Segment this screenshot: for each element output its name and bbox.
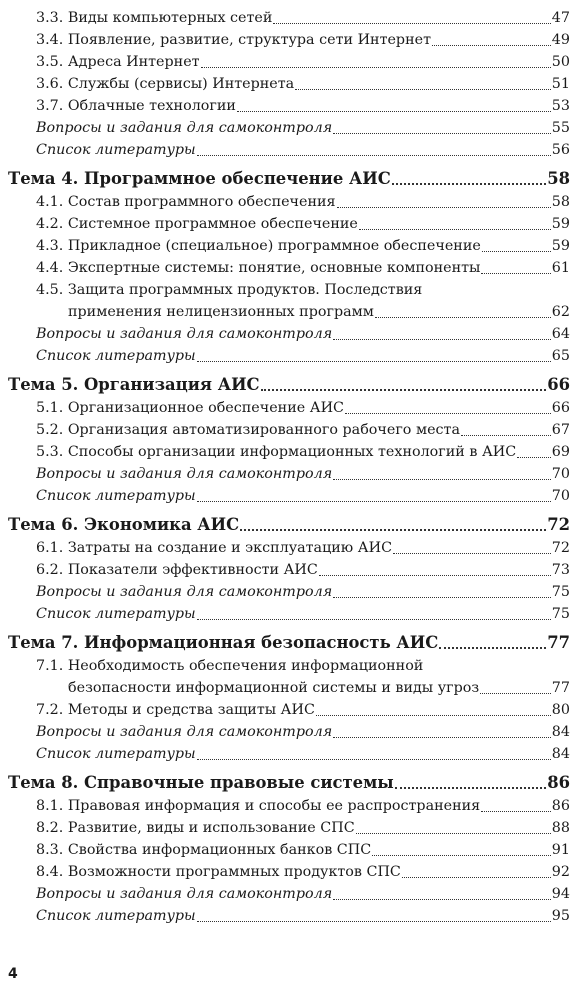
- toc-page-number: 62: [551, 304, 570, 320]
- dot-leader: [333, 339, 551, 340]
- toc-page-number: 70: [551, 466, 570, 482]
- toc-page-number: 65: [551, 348, 570, 364]
- table-of-contents: [8, 7, 570, 927]
- dot-leader: [375, 317, 551, 318]
- toc-entry: [8, 743, 570, 765]
- dot-leader: [372, 855, 551, 856]
- toc-entry-label: Вопросы и задания для самоконтроля: [36, 120, 333, 136]
- toc-page-number: 66: [551, 400, 570, 416]
- dot-leader: [237, 111, 551, 112]
- toc-entry: [8, 817, 570, 839]
- toc-page-number: 70: [551, 488, 570, 504]
- toc-page-number: 51: [551, 76, 570, 92]
- toc-entry: [8, 581, 570, 603]
- dot-leader: [319, 575, 551, 576]
- dot-leader: [197, 759, 551, 760]
- toc-entry: [8, 257, 570, 279]
- toc-entry-label: Вопросы и задания для самоконтроля: [36, 724, 333, 740]
- dot-leader: [481, 811, 551, 812]
- toc-entry: [8, 883, 570, 905]
- toc-chapter-heading: [8, 631, 570, 655]
- toc-entry: [8, 905, 570, 927]
- dot-leader: [197, 155, 551, 156]
- toc-page-number: 61: [551, 260, 570, 276]
- dot-leader: [333, 597, 551, 598]
- toc-entry-label: 8.3. Свойства информационных банков СПС: [36, 842, 372, 858]
- toc-entry-label: 6.2. Показатели эффективности АИС: [36, 562, 318, 578]
- dot-leader: [461, 435, 551, 436]
- toc-entry: [8, 345, 570, 367]
- dot-leader: [345, 413, 551, 414]
- toc-page-number: 49: [551, 32, 570, 48]
- dot-leader: [393, 553, 551, 554]
- toc-entry: [8, 397, 570, 419]
- toc-page-number: 55: [551, 120, 570, 136]
- toc-entry-label: 6.1. Затраты на создание и эксплуатацию АИС: [36, 540, 393, 556]
- toc-page-number: 53: [551, 98, 570, 114]
- toc-entry-label: Список литературы: [36, 908, 196, 924]
- toc-entry-label: 8.4. Возможности программных продуктов СПС: [36, 864, 401, 880]
- toc-entry-label: Тема 6. Экономика АИС: [8, 515, 240, 534]
- toc-entry: [8, 485, 570, 507]
- toc-entry-label: Список литературы: [36, 746, 196, 762]
- toc-entry-label: 4.3. Прикладное (специальное) программное обеспечение: [36, 238, 481, 254]
- toc-entry: [8, 419, 570, 441]
- toc-entry-label: Список литературы: [36, 606, 196, 622]
- toc-page-number: 72: [551, 540, 570, 556]
- toc-page-number: 58: [547, 169, 570, 188]
- toc-entry-label: Тема 4. Программное обеспечение АИС: [8, 169, 391, 188]
- toc-page-number: 84: [551, 746, 570, 762]
- dot-leader: [295, 89, 551, 90]
- dot-leader: [333, 899, 551, 900]
- dot-leader: [402, 877, 551, 878]
- toc-page-number: 50: [551, 54, 570, 70]
- toc-entry: [8, 139, 570, 161]
- toc-entry-label: 3.3. Виды компьютерных сетей: [36, 10, 273, 26]
- toc-entry-label: 8.1. Правовая информация и способы ее распространения: [36, 798, 481, 814]
- toc-entry: [8, 559, 570, 581]
- toc-chapter-heading: [8, 771, 570, 795]
- toc-entry-label: 3.5. Адреса Интернет: [36, 54, 200, 70]
- dot-leader: [201, 67, 551, 68]
- toc-entry-label-line2: применения нелицензионных программ: [68, 304, 374, 320]
- dot-leader: [240, 529, 546, 531]
- toc-page-number: 58: [551, 194, 570, 210]
- toc-entry: [8, 441, 570, 463]
- dot-leader: [261, 389, 547, 391]
- toc-entry-label: 3.6. Службы (сервисы) Интернета: [36, 76, 295, 92]
- toc-entry-label: Тема 5. Организация АИС: [8, 375, 260, 394]
- toc-entry: [8, 279, 570, 323]
- toc-entry-label: Тема 8. Справочные правовые системы: [8, 773, 394, 792]
- toc-page-number: 56: [551, 142, 570, 158]
- toc-chapter-heading: [8, 513, 570, 537]
- toc-page-number: 88: [551, 820, 570, 836]
- toc-entry-label-line1: 7.1. Необходимость обеспечения информационной: [36, 658, 424, 674]
- toc-entry-label: 8.2. Развитие, виды и использование СПС: [36, 820, 355, 836]
- toc-entry-label: Вопросы и задания для самоконтроля: [36, 326, 333, 342]
- toc-entry-label: 3.7. Облачные технологии: [36, 98, 236, 114]
- dot-leader: [482, 251, 551, 252]
- toc-page-number: 72: [547, 515, 570, 534]
- toc-entry: [8, 795, 570, 817]
- toc-entry-label-line2: безопасности информационной системы и виды угроз: [68, 680, 480, 696]
- toc-page-number: 86: [551, 798, 570, 814]
- dot-leader: [316, 715, 551, 716]
- toc-entry-label-line1: 4.5. Защита программных продуктов. Последствия: [36, 282, 423, 298]
- toc-entry-label: Список литературы: [36, 142, 196, 158]
- toc-entry: [8, 117, 570, 139]
- toc-entry-label: Список литературы: [36, 488, 196, 504]
- dot-leader: [480, 693, 551, 694]
- toc-page-number: 92: [551, 864, 570, 880]
- toc-entry: [8, 839, 570, 861]
- toc-page-number: 47: [551, 10, 570, 26]
- toc-page-number: 64: [551, 326, 570, 342]
- dot-leader: [273, 23, 550, 24]
- toc-page-number: 77: [547, 633, 570, 652]
- toc-entry-label: 3.4. Появление, развитие, структура сети Интернет: [36, 32, 431, 48]
- toc-entry: [8, 537, 570, 559]
- toc-entry: [8, 603, 570, 625]
- toc-page-number: 91: [551, 842, 570, 858]
- toc-entry: [8, 463, 570, 485]
- dot-leader: [517, 457, 551, 458]
- toc-entry-label: Вопросы и задания для самоконтроля: [36, 886, 333, 902]
- dot-leader: [481, 273, 550, 274]
- toc-page-number: 86: [547, 773, 570, 792]
- toc-entry: [8, 191, 570, 213]
- dot-leader: [356, 833, 551, 834]
- toc-page-number: 73: [551, 562, 570, 578]
- toc-entry-label: 4.1. Состав программного обеспечения: [36, 194, 336, 210]
- toc-entry: [8, 235, 570, 257]
- toc-page-number: 67: [551, 422, 570, 438]
- toc-entry: [8, 655, 570, 699]
- toc-entry: [8, 29, 570, 51]
- toc-entry-label: 7.2. Методы и средства защиты АИС: [36, 702, 315, 718]
- toc-entry: [8, 861, 570, 883]
- dot-leader: [395, 787, 546, 789]
- toc-page-number: 69: [551, 444, 570, 460]
- toc-page-number: 75: [551, 606, 570, 622]
- dot-leader: [337, 207, 551, 208]
- page-number: 4: [8, 966, 18, 982]
- toc-entry: [8, 721, 570, 743]
- dot-leader: [197, 501, 551, 502]
- toc-entry-label: Вопросы и задания для самоконтроля: [36, 584, 333, 600]
- toc-page-number: 95: [551, 908, 570, 924]
- dot-leader: [333, 479, 551, 480]
- toc-entry-label: 5.1. Организационное обеспечение АИС: [36, 400, 344, 416]
- toc-entry-label: Вопросы и задания для самоконтроля: [36, 466, 333, 482]
- toc-page-number: 94: [551, 886, 570, 902]
- toc-page-number: 77: [551, 680, 570, 696]
- dot-leader: [439, 647, 546, 649]
- dot-leader: [432, 45, 551, 46]
- dot-leader: [333, 737, 551, 738]
- toc-page-number: 59: [551, 238, 570, 254]
- toc-page-number: 59: [551, 216, 570, 232]
- dot-leader: [359, 229, 551, 230]
- toc-page-number: 80: [551, 702, 570, 718]
- toc-entry-label: 5.3. Способы организации информационных технологий в АИС: [36, 444, 517, 460]
- toc-page-number: 66: [547, 375, 570, 394]
- dot-leader: [392, 183, 546, 185]
- toc-entry-label: Тема 7. Информационная безопасность АИС: [8, 633, 439, 652]
- toc-page-number: 75: [551, 584, 570, 600]
- dot-leader: [197, 921, 551, 922]
- toc-entry: [8, 213, 570, 235]
- toc-entry: [8, 699, 570, 721]
- dot-leader: [197, 361, 551, 362]
- toc-entry: [8, 7, 570, 29]
- toc-entry: [8, 51, 570, 73]
- toc-entry: [8, 323, 570, 345]
- toc-entry-label: 4.2. Системное программное обеспечение: [36, 216, 358, 232]
- toc-page-number: 84: [551, 724, 570, 740]
- dot-leader: [333, 133, 551, 134]
- toc-entry: [8, 95, 570, 117]
- toc-chapter-heading: [8, 167, 570, 191]
- toc-entry-label: Список литературы: [36, 348, 196, 364]
- toc-chapter-heading: [8, 373, 570, 397]
- dot-leader: [197, 619, 551, 620]
- toc-entry-label: 5.2. Организация автоматизированного рабочего места: [36, 422, 460, 438]
- toc-entry: [8, 73, 570, 95]
- toc-entry-label: 4.4. Экспертные системы: понятие, основные компоненты: [36, 260, 481, 276]
